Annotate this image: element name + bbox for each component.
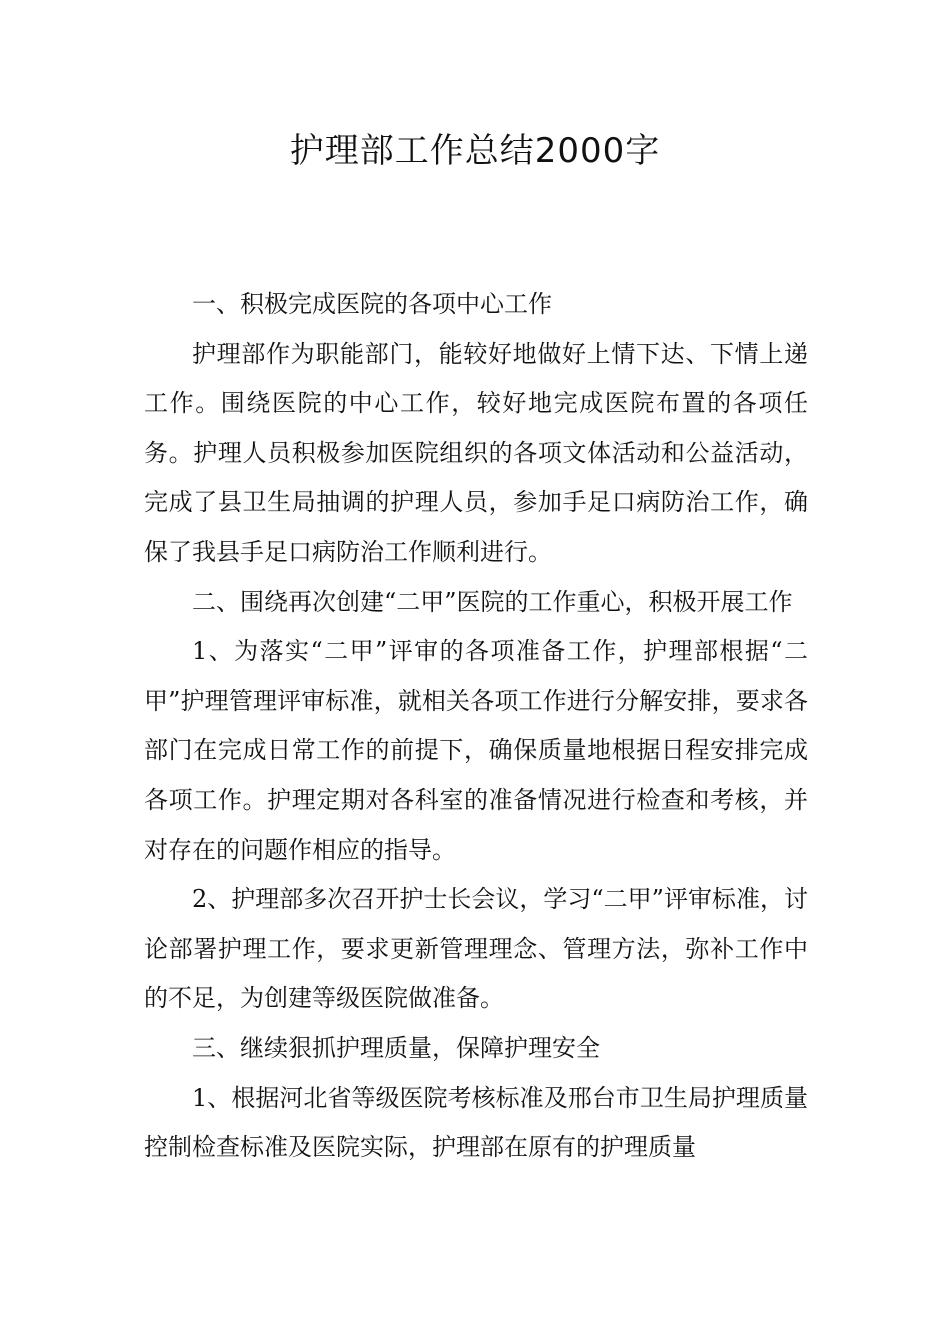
- paragraph-2: 1、为落实“二甲”评审的各项准备工作，护理部根据“二甲”护理管理评审标准，就相关各项工作进行分解安排，要求各部门在完成日常工作的前提下，确保质量地根据日程安排完成各项工作。护理定期对各科室的准备情况进行检查和考核，并对存在的问题作相应的指导。: [144, 637, 808, 864]
- section-heading-2: 二、围绕再次创建“二甲”医院的工作重心，积极开展工作: [192, 587, 793, 616]
- document-body: [144, 280, 808, 1173]
- paragraph-4: 1、根据河北省等级医院考核标准及邢台市卫生局护理质量控制检查标准及医院实际，护理部在原有的护理质量: [144, 1083, 808, 1162]
- section-heading-3: 三、继续狠抓护理质量，保障护理安全: [192, 1033, 600, 1062]
- paragraph-1: 护理部作为职能部门，能较好地做好上情下达、下情上递工作。围绕医院的中心工作，较好地完成医院布置的各项任务。护理人员积极参加医院组织的各项文体活动和公益活动，完成了县卫生局抽调的护理人员，参加手足口病防治工作，确保了我县手足口病防治工作顺利进行。: [144, 339, 808, 566]
- document-title: 护理部工作总结2000字: [289, 131, 661, 171]
- section-heading-1: 一、积极完成医院的各项中心工作: [192, 290, 552, 318]
- paragraph-3: 2、护理部多次召开护士长会议，学习“二甲”评审标准，讨论部署护理工作，要求更新管理理念、管理方法，弥补工作中的不足，为创建等级医院做准备。: [144, 885, 808, 1013]
